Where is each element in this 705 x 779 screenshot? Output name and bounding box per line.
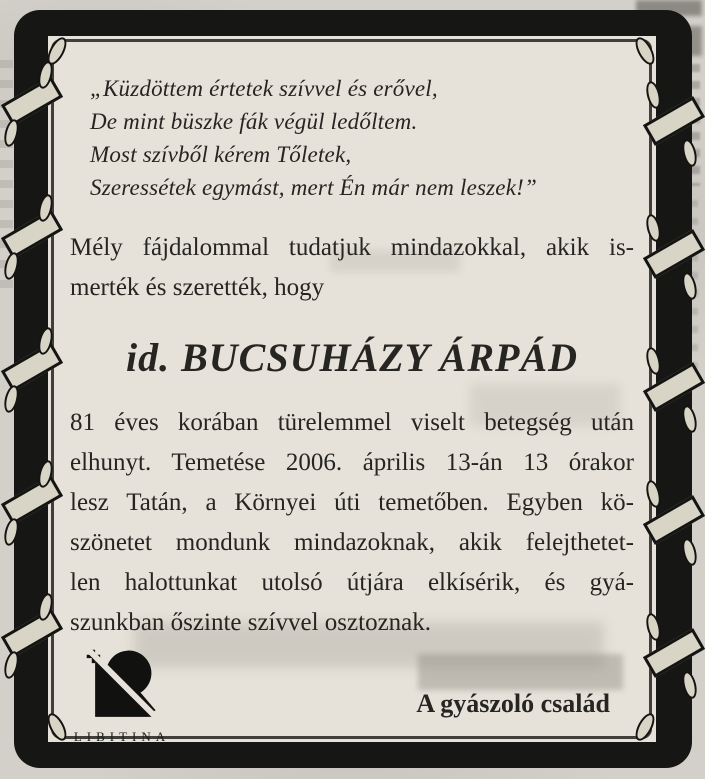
quote-line: „Küzdöttem értetek szívvel és erővel, [90, 76, 438, 101]
intro-line: Mély fájdalommal tudatjuk mindazokkal, akik is- [70, 234, 634, 261]
memorial-quote [90, 72, 634, 204]
notice-content [48, 36, 656, 742]
quote-line: De mint büszke fák végül ledőltem. [90, 109, 418, 134]
body-line: elhunyt. Temetése 2006. április 13-án 13 órakor [70, 449, 634, 476]
body-line: len halottunkat utolsó útjára elkísérik, és gyá- [70, 569, 634, 596]
deceased-name: id. BUCSUHÁZY ÁRPÁD [125, 335, 579, 380]
body-line: 81 éves korában türelemmel viselt betegség után [70, 409, 634, 436]
funeral-home-name: LIBITINA [73, 729, 171, 744]
quote-line: Szeressétek egymást, mert Én már nem leszek!” [90, 175, 537, 200]
body-line: szönetet mondunk mindazoknak, akik felejthetet- [70, 529, 634, 556]
signature-family: A gyászoló család [416, 689, 610, 718]
body-line: lesz Tatán, a Környei úti temetőben. Egyben kö- [70, 489, 634, 516]
body-text [70, 403, 634, 643]
intro-line: merték és szerették, hogy [70, 274, 325, 301]
obituary-notice [14, 10, 692, 768]
intro-text [70, 228, 634, 308]
scan-artifact [0, 60, 13, 290]
funeral-home-logo [62, 643, 182, 745]
libitina-logo-icon [62, 643, 182, 727]
quote-line: Most szívből kérem Tőletek, [90, 142, 352, 167]
notice-footer [70, 643, 634, 745]
body-line: szunkban őszinte szívvel osztoznak. [70, 609, 432, 636]
